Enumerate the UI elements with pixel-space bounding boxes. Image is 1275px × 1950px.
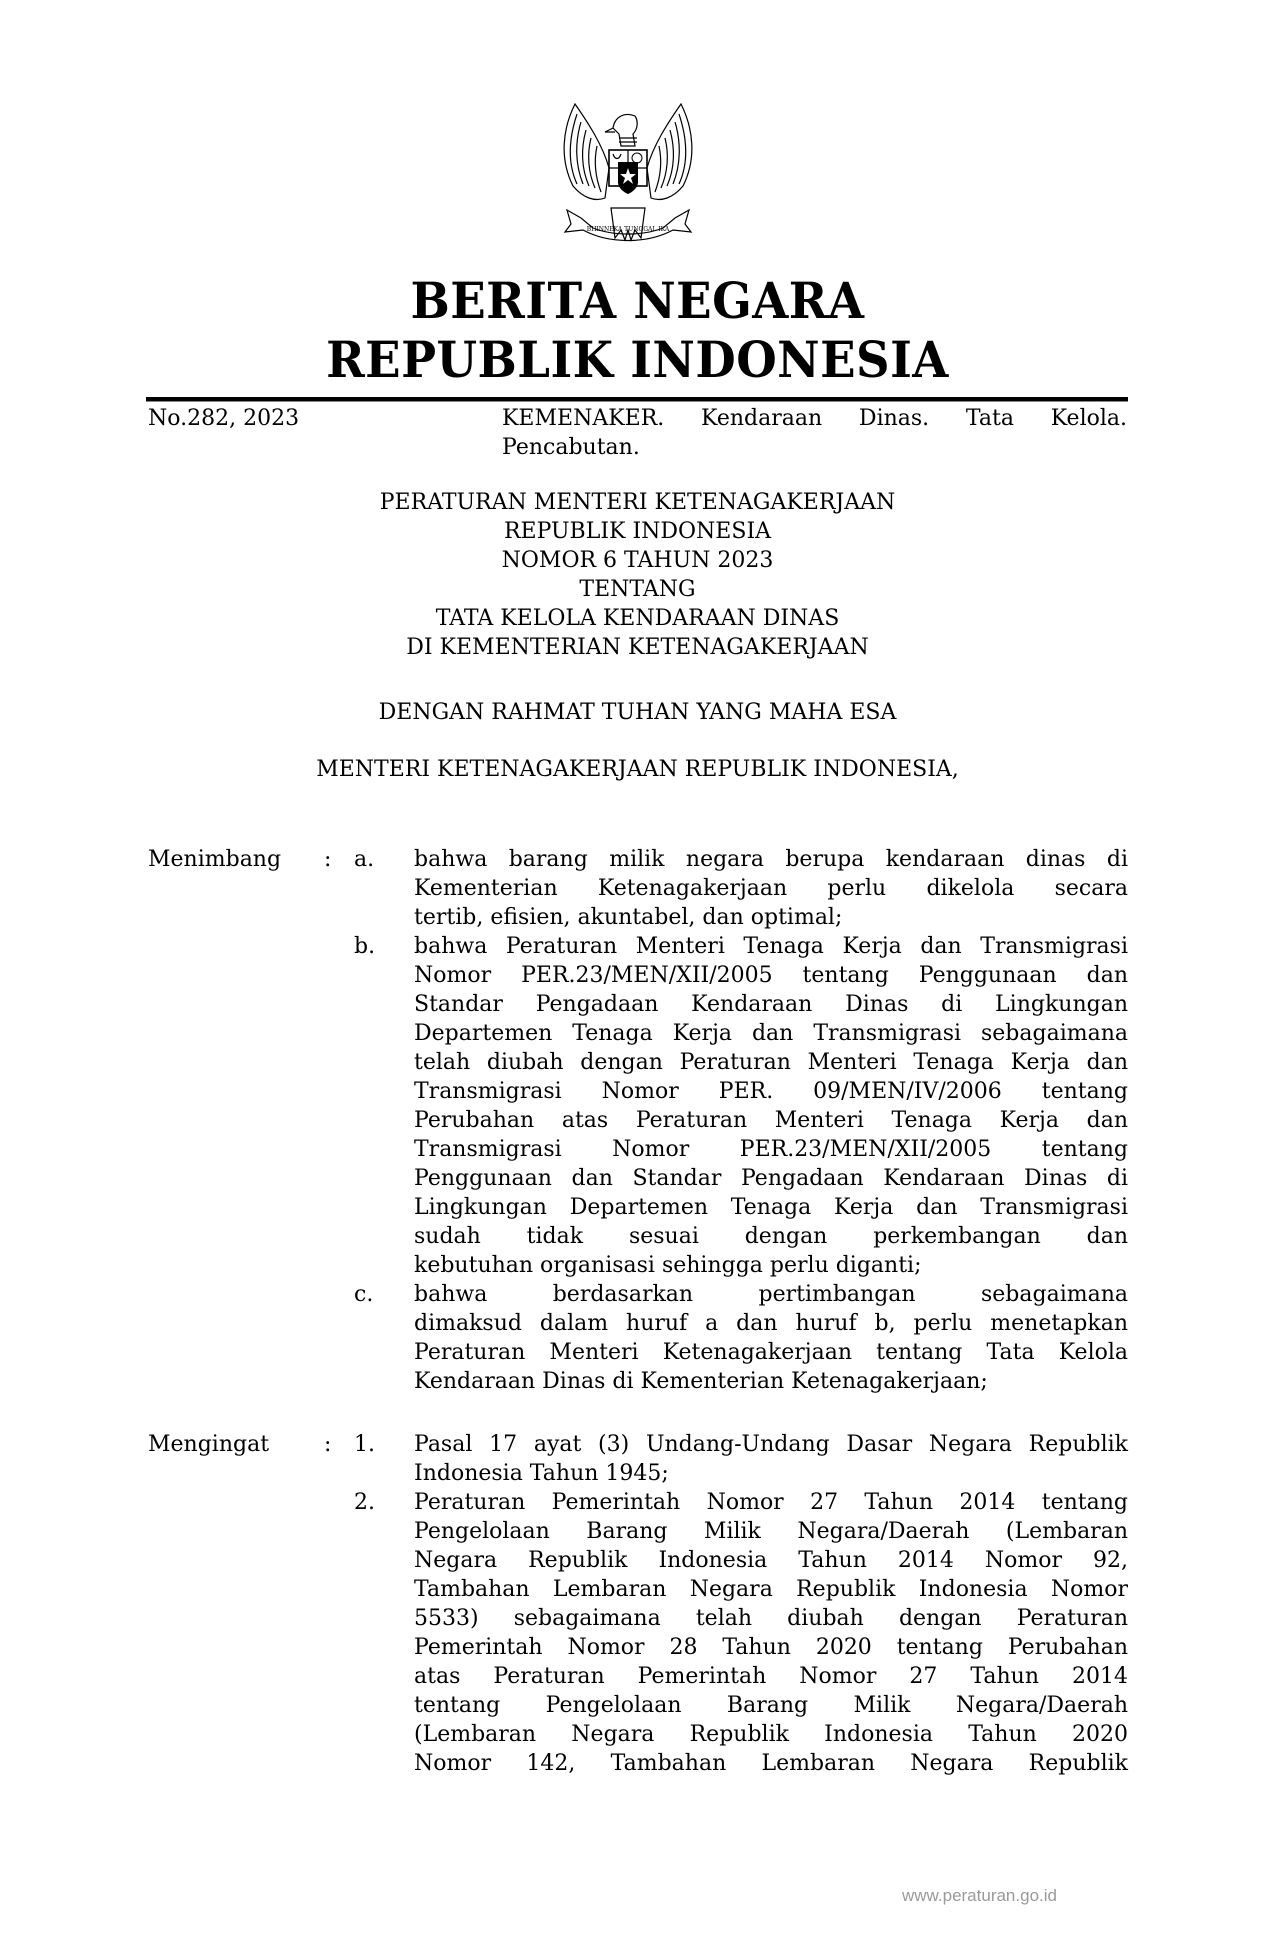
text-line: Kementerian Ketenagakerjaan perlu dikelola secara: [414, 876, 1128, 901]
gazette-subject: [502, 404, 1127, 462]
text-line: atas Peraturan Pemerintah Nomor 27 Tahun 2014: [414, 1664, 1128, 1689]
heading-line: TENTANG: [579, 577, 696, 602]
mengingat-colon: :: [324, 1432, 332, 1457]
text-line: sudah tidak sesuai dengan perkembangan dan: [414, 1224, 1128, 1249]
heading-line: DI KEMENTERIAN KETENAGAKERJAAN: [406, 635, 869, 660]
gazette-subject-line2: Pencabutan.: [502, 435, 640, 460]
item-marker: 1.: [354, 1432, 375, 1457]
regulation-heading: [0, 488, 1275, 662]
text-line: Transmigrasi Nomor PER. 09/MEN/IV/2006 tentang: [414, 1079, 1128, 1104]
text-line: Perubahan atas Peraturan Menteri Tenaga Kerja dan: [414, 1108, 1128, 1133]
menimbang-item-c: [148, 1280, 1128, 1396]
text-line: Penggunaan dan Standar Pengadaan Kendaraan Dinas di: [414, 1166, 1128, 1191]
text-line: (Lembaran Negara Republik Indonesia Tahun 2020: [414, 1722, 1128, 1747]
heading-line: NOMOR 6 TAHUN 2023: [501, 548, 774, 573]
text-line: Kendaraan Dinas di Kementerian Ketenagakerjaan;: [414, 1369, 988, 1394]
text-line: bahwa barang milik negara berupa kendaraan dinas di: [414, 847, 1128, 872]
text-line: Nomor 142, Tambahan Lembaran Negara Republik: [414, 1751, 1128, 1776]
publication-title-line2: REPUBLIK INDONESIA: [326, 330, 949, 389]
item-body: [414, 1280, 1128, 1396]
gazette-number: No.282, 2023: [148, 406, 300, 431]
menimbang-section: [148, 845, 1128, 1396]
text-line: Negara Republik Indonesia Tahun 2014 Nomor 92,: [414, 1548, 1128, 1573]
item-marker: b.: [354, 934, 376, 959]
item-body: [414, 845, 1128, 932]
source-watermark: www.peraturan.go.id: [902, 1886, 1057, 1905]
text-line: Standar Pengadaan Kendaraan Dinas di Lingkungan: [414, 992, 1128, 1017]
heading-line: TATA KELOLA KENDARAAN DINAS: [435, 606, 840, 631]
text-line: 5533) sebagaimana telah diubah dengan Peraturan: [414, 1606, 1128, 1631]
mengingat-item-1: [148, 1430, 1128, 1488]
item-marker: 2.: [354, 1490, 375, 1515]
mengingat-label: Mengingat: [148, 1432, 270, 1457]
mengingat-section: [148, 1430, 1128, 1778]
text-line: Peraturan Menteri Ketenagakerjaan tentang Tata Kelola: [414, 1340, 1128, 1365]
header-divider-shadow: [146, 401, 1128, 402]
text-line: Pengelolaan Barang Milik Negara/Daerah (Lembaran: [414, 1519, 1128, 1544]
item-body: [414, 1488, 1128, 1778]
invocation: DENGAN RAHMAT TUHAN YANG MAHA ESA: [378, 700, 897, 725]
text-line: Lingkungan Departemen Tenaga Kerja dan Transmigrasi: [414, 1195, 1128, 1220]
text-line: Peraturan Pemerintah Nomor 27 Tahun 2014 tentang: [414, 1490, 1128, 1515]
item-body: [414, 932, 1128, 1280]
menimbang-item-a: [148, 845, 1128, 932]
text-line: Transmigrasi Nomor PER.23/MEN/XII/2005 tentang: [414, 1137, 1128, 1162]
text-line: dimaksud dalam huruf a dan huruf b, perlu menetapkan: [414, 1311, 1128, 1336]
gazette-subject-line1: KEMENAKER. Kendaraan Dinas. Tata Kelola.: [502, 406, 1127, 431]
svg-text:BHINNEKA TUNGGAL IKA: BHINNEKA TUNGGAL IKA: [586, 226, 670, 233]
item-body: [414, 1430, 1128, 1488]
item-marker: a.: [354, 847, 375, 872]
publication-title-line1: BERITA NEGARA: [410, 271, 865, 330]
item-marker: c.: [354, 1282, 374, 1307]
text-line: Pasal 17 ayat (3) Undang-Undang Dasar Negara Republik: [414, 1432, 1128, 1457]
heading-line: REPUBLIK INDONESIA: [503, 519, 772, 544]
text-line: Departemen Tenaga Kerja dan Transmigrasi sebagaimana: [414, 1021, 1128, 1046]
text-line: Indonesia Tahun 1945;: [414, 1461, 669, 1486]
text-line: Pemerintah Nomor 28 Tahun 2020 tentang Perubahan: [414, 1635, 1128, 1660]
mengingat-item-2: [148, 1488, 1128, 1778]
menimbang-label: Menimbang: [148, 847, 282, 872]
text-line: bahwa berdasarkan pertimbangan sebagaimana: [414, 1282, 1128, 1307]
menimbang-item-b: [148, 932, 1128, 1280]
heading-line: PERATURAN MENTERI KETENAGAKERJAAN: [379, 490, 896, 515]
text-line: Nomor PER.23/MEN/XII/2005 tentang Penggunaan dan: [414, 963, 1128, 988]
garuda-emblem-icon: [553, 98, 703, 253]
text-line: telah diubah dengan Peraturan Menteri Tenaga Kerja dan: [414, 1050, 1128, 1075]
menimbang-colon: :: [324, 847, 332, 872]
text-line: tertib, efisien, akuntabel, dan optimal;: [414, 905, 843, 930]
text-line: Tambahan Lembaran Negara Republik Indonesia Nomor: [414, 1577, 1128, 1602]
issuer: MENTERI KETENAGAKERJAAN REPUBLIK INDONESIA,: [316, 757, 959, 782]
text-line: tentang Pengelolaan Barang Milik Negara/Daerah: [414, 1693, 1128, 1718]
text-line: bahwa Peraturan Menteri Tenaga Kerja dan Transmigrasi: [414, 934, 1128, 959]
text-line: kebutuhan organisasi sehingga perlu diganti;: [414, 1253, 922, 1278]
